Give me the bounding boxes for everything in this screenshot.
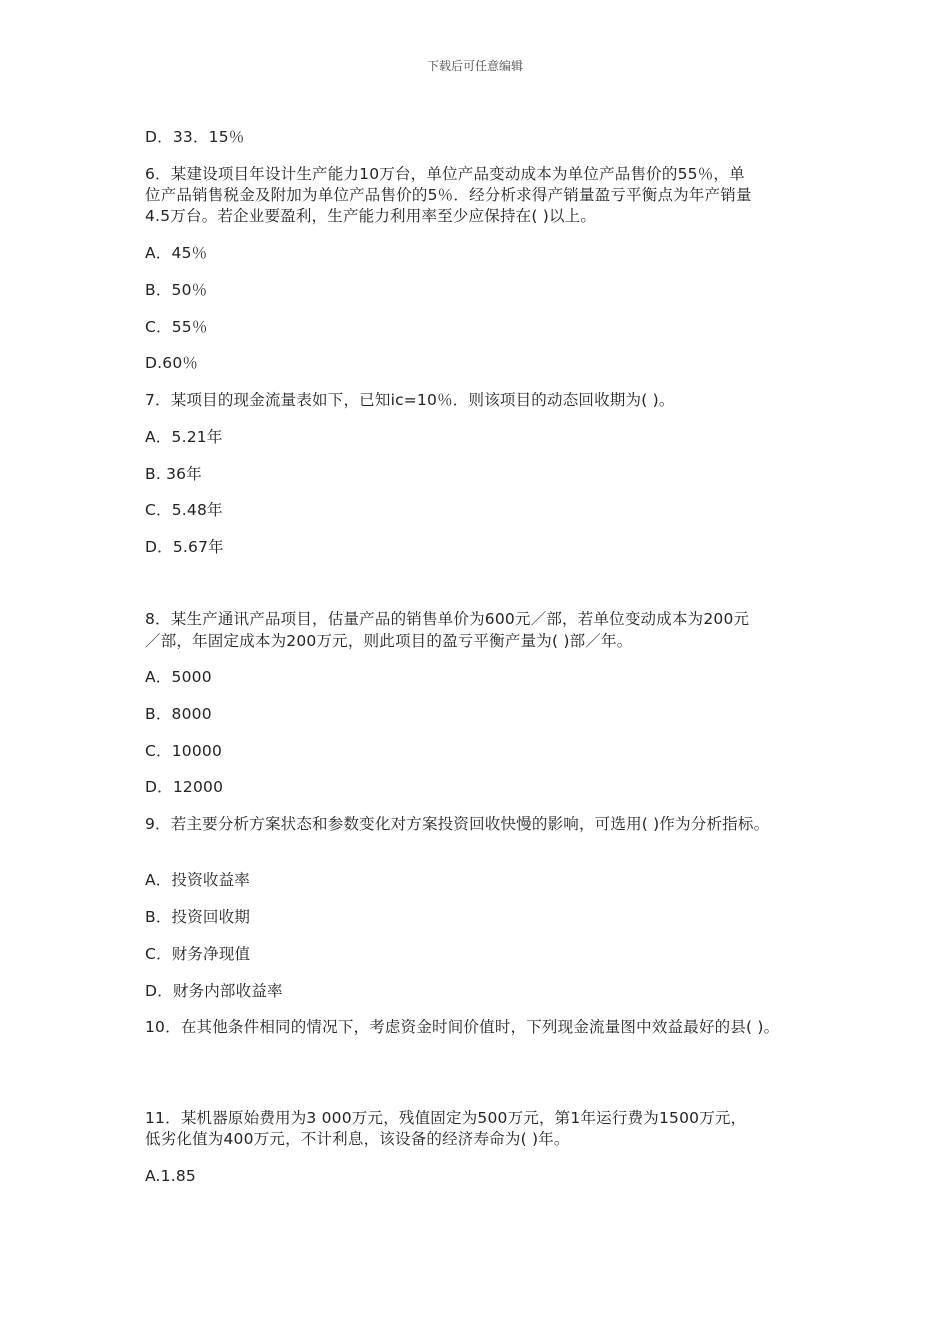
q7-text: 7．某项目的现金流量表如下，已知ic=10％．则该项目的动态回收期为( )。 (145, 391, 675, 409)
q11-option-a: A.1.85 (145, 1167, 196, 1185)
q7-option-a: A．5.21年 (145, 428, 223, 446)
q9-option-c: C．财务净现值 (145, 945, 251, 963)
q9-option-d: D．财务内部收益率 (145, 982, 283, 1000)
q8-text-line-1: 8．某生产通讯产品项目，估量产品的销售单价为600元／部，若单位变动成本为200元 (145, 610, 750, 628)
q8-option-c: C．10000 (145, 742, 223, 760)
q6-text-line-1: 6．某建设项目年设计生产能力10万台，单位产品变动成本为单位产品售价的55％，单 (145, 165, 745, 183)
q7-option-b: B. 36年 (145, 465, 202, 483)
q8-text-line-2: ／部，年固定成本为200万元，则此项目的盈亏平衡产量为( )部／年。 (145, 632, 633, 650)
q8-option-a: A．5000 (145, 668, 212, 686)
q8-option-d: D．12000 (145, 778, 224, 796)
page-header: 下载后可任意编辑 (426, 59, 523, 73)
q5-option-d: D．33．15％ (145, 128, 245, 146)
q6-option-b: B．50％ (145, 281, 208, 299)
q6-option-d: D.60％ (145, 354, 199, 372)
q7-option-d: D．5.67年 (145, 538, 224, 556)
q9-option-b: B．投资回收期 (145, 908, 251, 926)
q6-text-line-3: 4.5万台。若企业要盈利，生产能力利用率至少应保持在( )以上。 (145, 207, 597, 225)
q9-option-a: A．投资收益率 (145, 871, 251, 889)
q7-option-c: C．5.48年 (145, 501, 223, 519)
q11-text-line-1: 11．某机器原始费用为3 000万元，残值固定为500万元，第1年运行费为1500万元， (145, 1109, 747, 1127)
q6-option-a: A．45％ (145, 244, 208, 262)
q11-text-line-2: 低劣化值为400万元，不计利息，该设备的经济寿命为( )年。 (145, 1130, 570, 1148)
q9-text: 9．若主要分析方案状态和参数变化对方案投资回收快慢的影响，可选用( )作为分析指标。 (145, 815, 770, 833)
q10-text: 10．在其他条件相同的情况下，考虑资金时间价值时，下列现金流量图中效益最好的县( )。 (145, 1018, 780, 1036)
q8-option-b: B．8000 (145, 705, 212, 723)
q6-option-c: C．55％ (145, 318, 208, 336)
q6-text-line-2: 位产品销售税金及附加为单位产品售价的5％．经分析求得产销量盈亏平衡点为年产销量 (145, 186, 752, 204)
